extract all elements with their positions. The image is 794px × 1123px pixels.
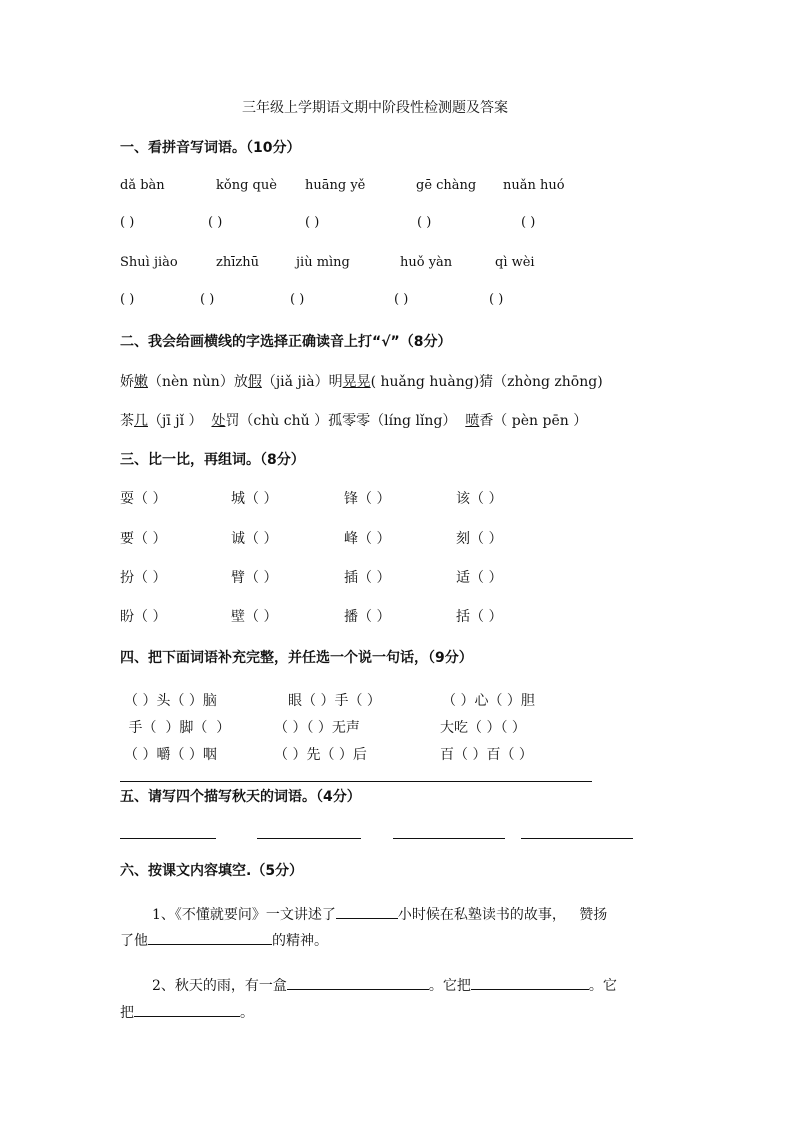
pinyin-item: Shuì jiào [120, 255, 178, 270]
pinyin-item: qì wèi [495, 255, 535, 270]
autumn-word-blank[interactable] [257, 838, 361, 839]
answer-blank[interactable]: ( ) [394, 292, 409, 307]
compare-item: 该（ ） [456, 491, 503, 507]
idiom-item: 手（ ）脚（ ） [124, 720, 231, 736]
pinyin-item: nuǎn huó [503, 178, 565, 193]
section-5-heading: 五、请写四个描写秋天的词语。（4分） [120, 789, 361, 805]
idiom-item: （ ）先（ ）后 [274, 747, 367, 763]
compare-item: 盼（ ） [120, 609, 167, 625]
compare-item: 扮（ ） [120, 570, 167, 586]
answer-blank[interactable]: ( ) [120, 215, 135, 230]
answer-blank[interactable]: ( ) [521, 215, 536, 230]
compare-item: 要（ ） [120, 531, 167, 547]
compare-item: 壁（ ） [231, 609, 278, 625]
compare-item: 臂（ ） [231, 570, 278, 586]
answer-blank[interactable]: ( ) [200, 292, 215, 307]
pinyin-item: huāng yě [305, 178, 366, 193]
fill-question-2: 2、秋天的雨，有一盒 。它把 。它 [152, 975, 617, 995]
compare-item: 耍（ ） [120, 491, 167, 507]
idiom-item: （ ）（ ）无声 [274, 720, 360, 736]
fill-question-2-cont: 把 。 [120, 1002, 254, 1022]
fill-question-1: 1、《不懂就要问》一文讲述了 小时候在私塾读书的故事， 赞扬 [152, 904, 607, 924]
compare-item: 诚（ ） [231, 531, 278, 547]
compare-item: 括（ ） [456, 609, 503, 625]
pinyin-item: dǎ bàn [120, 178, 165, 193]
reading-line-2: 茶几（jī jǐ ） 处罚（chù chǔ ）孤零零（líng lǐng） 喷香（ pèn pēn ） [120, 413, 588, 429]
section-4-heading: 四、把下面词语补充完整，并任选一个说一句话，（9分） [120, 650, 473, 666]
compare-item: 峰（ ） [344, 531, 391, 547]
answer-blank[interactable]: ( ) [208, 215, 223, 230]
section-3-heading: 三、比一比，再组词。（8分） [120, 452, 305, 468]
idiom-item: （ ）心（ ）胆 [442, 693, 535, 709]
fill-question-1-cont: 了他 的精神。 [120, 930, 328, 950]
compare-item: 刻（ ） [456, 531, 503, 547]
autumn-word-blank[interactable] [521, 838, 633, 839]
compare-item: 播（ ） [344, 609, 391, 625]
fill-blank[interactable] [471, 975, 589, 990]
answer-blank[interactable]: ( ) [305, 215, 320, 230]
fill-blank[interactable] [336, 904, 398, 919]
fill-blank[interactable] [148, 930, 272, 945]
sentence-answer-line[interactable] [120, 781, 592, 782]
answer-blank[interactable]: ( ) [290, 292, 305, 307]
compare-item: 适（ ） [456, 570, 503, 586]
pinyin-item: gē chàng [416, 178, 477, 193]
section-2-heading: 二、我会给画横线的字选择正确读音上打“√”（8分） [120, 334, 452, 350]
section-1-heading: 一、看拼音写词语。（10分） [120, 140, 301, 156]
autumn-word-blank[interactable] [120, 838, 216, 839]
pinyin-item: huǒ yàn [400, 255, 453, 270]
answer-blank[interactable]: ( ) [417, 215, 432, 230]
compare-item: 插（ ） [344, 570, 391, 586]
reading-line-1: 娇嫩（nèn nùn）放假（jiǎ jià）明晃晃( huǎng huàng)猜（zhòng zhōng) [120, 374, 603, 390]
pinyin-item: jiù mìng [296, 255, 350, 270]
fill-blank[interactable] [134, 1002, 240, 1017]
idiom-item: 眼（ ）手（ ） [288, 693, 381, 709]
compare-item: 锋（ ） [344, 491, 391, 507]
compare-item: 城（ ） [231, 491, 278, 507]
autumn-word-blank[interactable] [393, 838, 505, 839]
answer-blank[interactable]: ( ) [120, 292, 135, 307]
pinyin-item: kǒng què [216, 178, 277, 193]
idiom-item: 大吃（ ）（ ） [440, 720, 526, 736]
idiom-item: 百（ ）百（ ） [440, 747, 533, 763]
section-6-heading: 六、按课文内容填空.（5分） [120, 863, 304, 879]
idiom-item: （ ）头（ ）脑 [124, 693, 217, 709]
answer-blank[interactable]: ( ) [489, 292, 504, 307]
fill-blank[interactable] [287, 975, 429, 990]
idiom-item: （ ）嚼（ ）咽 [124, 747, 217, 763]
page-title: 三年级上学期语文期中阶段性检测题及答案 [242, 100, 508, 116]
pinyin-item: zhīzhū [216, 255, 259, 270]
